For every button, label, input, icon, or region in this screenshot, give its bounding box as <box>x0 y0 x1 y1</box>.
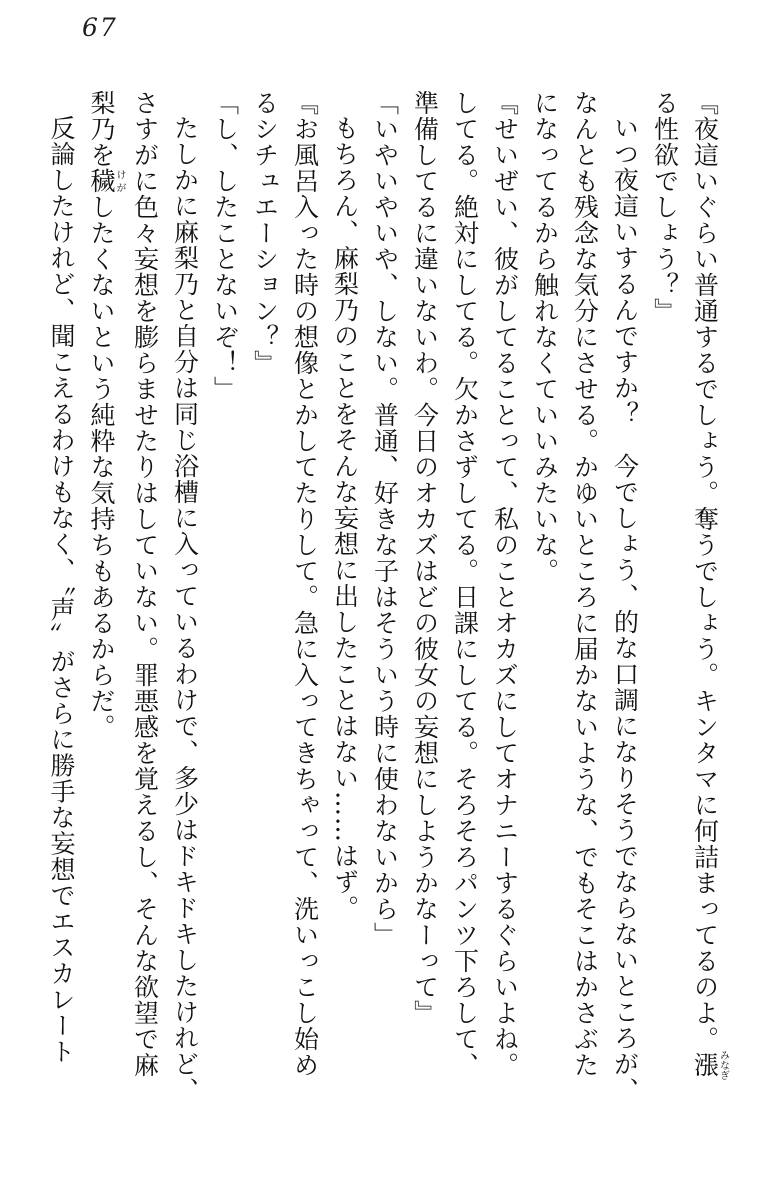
text-line: 『お風呂入った時の想像とかしてたりして。急に入ってきちゃって、洗いっこし始め <box>290 90 320 1078</box>
text-line: 「いやいやいや、しない。普通、好きな子はそういう時に使わないから」 <box>370 90 400 948</box>
text-line: いつ夜這いするんですか？ 今でしょう、的な口調になりそうでならないところが、 <box>610 115 640 1103</box>
ruby-text: みなぎ <box>717 1050 729 1080</box>
ruby-annotation <box>87 168 125 194</box>
text-line: る性欲でしょう？』 <box>650 90 680 324</box>
line-text: したくないという純粋な気持ちもあるからだ。 <box>87 194 116 740</box>
text-line: るシチュエーション？』 <box>250 90 280 376</box>
text-line <box>81 90 125 1156</box>
ruby-base: 穢 <box>87 168 116 194</box>
text-line: もちろん、麻梨乃のことをそんな妄想に出したことはない……はず。 <box>330 115 360 921</box>
line-text: 『夜這いぐらい普通するでしょう。奪うでしょう。キンタマに何詰まってるのよ。 <box>690 90 720 1052</box>
text-line: さすがに色々妄想を膨らませたりはしていない。罪悪感を覚えるし、そんな欲望で麻 <box>130 90 160 1078</box>
ruby-text: けが <box>114 168 125 194</box>
text-line: してる。絶対にしてる。欠かさずしてる。日課にしてる。そろそろパンツ下ろして、 <box>450 90 480 1078</box>
text-line: 準備してるに違いないわ。今日のオカズはどの彼女の妄想にしようかなーって』 <box>410 90 440 1026</box>
text-line: たしかに麻梨乃と自分は同じ浴槽に入っているわけで、多少はドキドキしたけれど、 <box>170 115 200 1103</box>
text-line: 『せいぜい、彼がしてることって、私のことオカズにしてオナニーするぐらいよね。 <box>490 90 520 1078</box>
text-block <box>41 90 728 1156</box>
ruby-base: 漲 <box>690 1050 720 1080</box>
text-line: 反論したけれど、聞こえるわけもなく、〝声〟がさらに勝手な妄想でエスカレート <box>47 115 76 1065</box>
text-line <box>685 90 729 1156</box>
ruby-annotation <box>690 1050 729 1080</box>
text-line: なんとも残念な気分にさせる。かゆいところに届かないような、でもそこはかさぶた <box>570 90 600 1078</box>
page-number: 67 <box>82 13 118 42</box>
text-line: 「し、したことないぞ！」 <box>210 90 240 402</box>
line-text: 梨乃を <box>87 90 116 168</box>
text-line: になってるから触れなくていいみたいな。 <box>530 90 560 584</box>
